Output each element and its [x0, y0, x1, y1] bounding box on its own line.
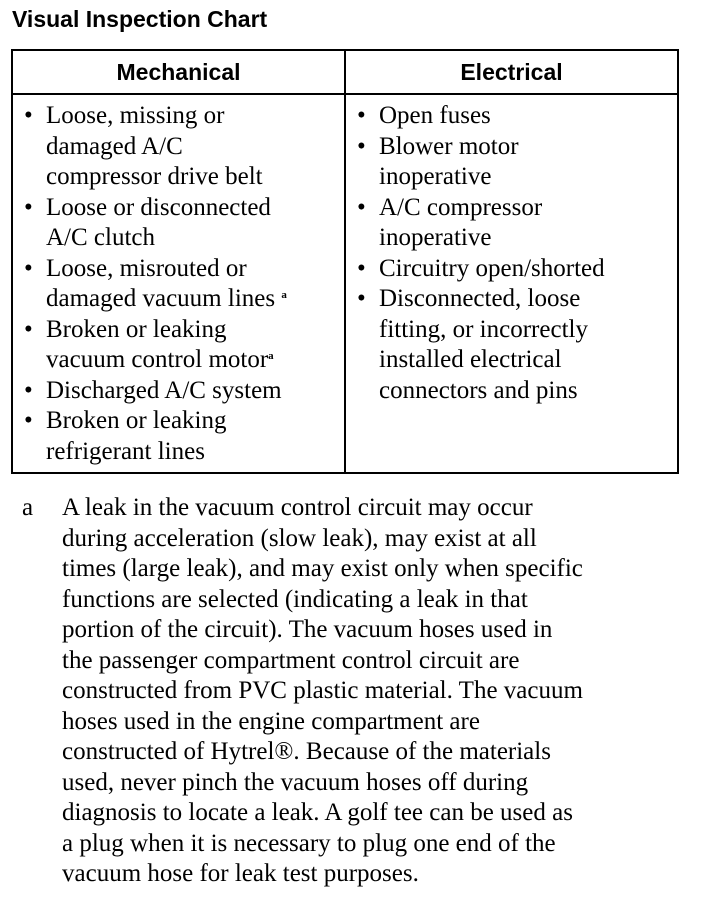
electrical-item-line: connectors and pins: [379, 376, 578, 404]
bullet-icon: •: [24, 102, 33, 129]
table-body-row: [12, 94, 678, 473]
electrical-item-line: fitting, or incorrectly: [379, 315, 588, 343]
mechanical-item: [22, 101, 340, 193]
electrical-item: [355, 132, 673, 193]
mechanical-item: [22, 406, 340, 467]
mechanical-item-line: Discharged A/C system: [46, 376, 282, 404]
mechanical-item-line: compressor drive belt: [46, 163, 263, 190]
mechanical-item-line: damaged vacuum lines: [46, 285, 282, 312]
bullet-icon: •: [24, 407, 33, 434]
bullet-icon: •: [24, 315, 33, 343]
mechanical-item-line: Loose, misrouted or: [46, 254, 247, 282]
footnote-reference: a: [268, 350, 274, 362]
footnote-reference: a: [281, 289, 287, 301]
electrical-item: [355, 101, 673, 132]
mechanical-item-line: A/C clutch: [46, 224, 156, 251]
electrical-item-line: Circuitry open/shorted: [379, 254, 605, 282]
electrical-item-line: installed electrical: [379, 346, 562, 373]
electrical-item-line: inoperative: [379, 163, 492, 190]
bullet-icon: •: [24, 193, 33, 221]
chart-title: Visual Inspection Chart: [12, 6, 268, 32]
footnote-marker: a: [22, 494, 34, 521]
electrical-item: [355, 254, 673, 285]
mechanical-item: [22, 193, 340, 254]
footnote-text: A leak in the vacuum control circuit may occur during acceleration (slow leak), may exist at all times (large leak), and may exist only when specific functions are selected (indicating a leak in that portion of the circuit). The vacuum hoses used in the passenger compartment control circuit are constructed from PVC plastic material. The vacuum hoses used in the engine compartment are constructed of Hytrel®. Because of the materials used, never pinch the vacuum hoses off during diagnosis to locate a leak. A golf tee can be used as a plug when it is necessary to plug one end of the vacuum hose for leak test purposes.: [62, 494, 583, 887]
bullet-icon: •: [357, 102, 366, 129]
electrical-item-line: Blower motor: [379, 132, 519, 160]
mechanical-item: [22, 376, 340, 407]
electrical-item-line: A/C compressor: [379, 193, 543, 221]
electrical-item: [355, 193, 673, 254]
mechanical-item-line: refrigerant lines: [46, 437, 205, 465]
mechanical-list: [22, 101, 340, 467]
electrical-cell: [345, 94, 678, 473]
column-header-electrical: Electrical: [345, 50, 678, 94]
mechanical-item: [22, 254, 340, 315]
bullet-icon: •: [24, 254, 33, 282]
column-header-mechanical: Mechanical: [12, 50, 345, 94]
inspection-table: [11, 49, 679, 474]
mechanical-cell: [12, 94, 345, 473]
mechanical-item: [22, 315, 340, 376]
bullet-icon: •: [24, 376, 33, 404]
mechanical-item-line: Broken or leaking: [46, 407, 227, 434]
mechanical-item-line: vacuum control motor: [46, 346, 269, 373]
electrical-item-line: inoperative: [379, 224, 492, 251]
electrical-item-line: Open fuses: [379, 102, 491, 129]
electrical-list: [355, 101, 673, 406]
bullet-icon: •: [357, 285, 366, 312]
bullet-icon: •: [357, 254, 366, 282]
bullet-icon: •: [357, 132, 366, 160]
bullet-icon: •: [357, 193, 366, 221]
mechanical-item-line: Broken or leaking: [46, 315, 227, 343]
mechanical-item-line: Loose, missing or: [46, 102, 225, 129]
footnote: [22, 493, 682, 890]
mechanical-item-line: Loose or disconnected: [46, 193, 271, 221]
electrical-item: [355, 284, 673, 406]
mechanical-item-line: damaged A/C: [46, 132, 183, 160]
electrical-item-line: Disconnected, loose: [379, 285, 581, 312]
table-header-row: [12, 50, 678, 94]
